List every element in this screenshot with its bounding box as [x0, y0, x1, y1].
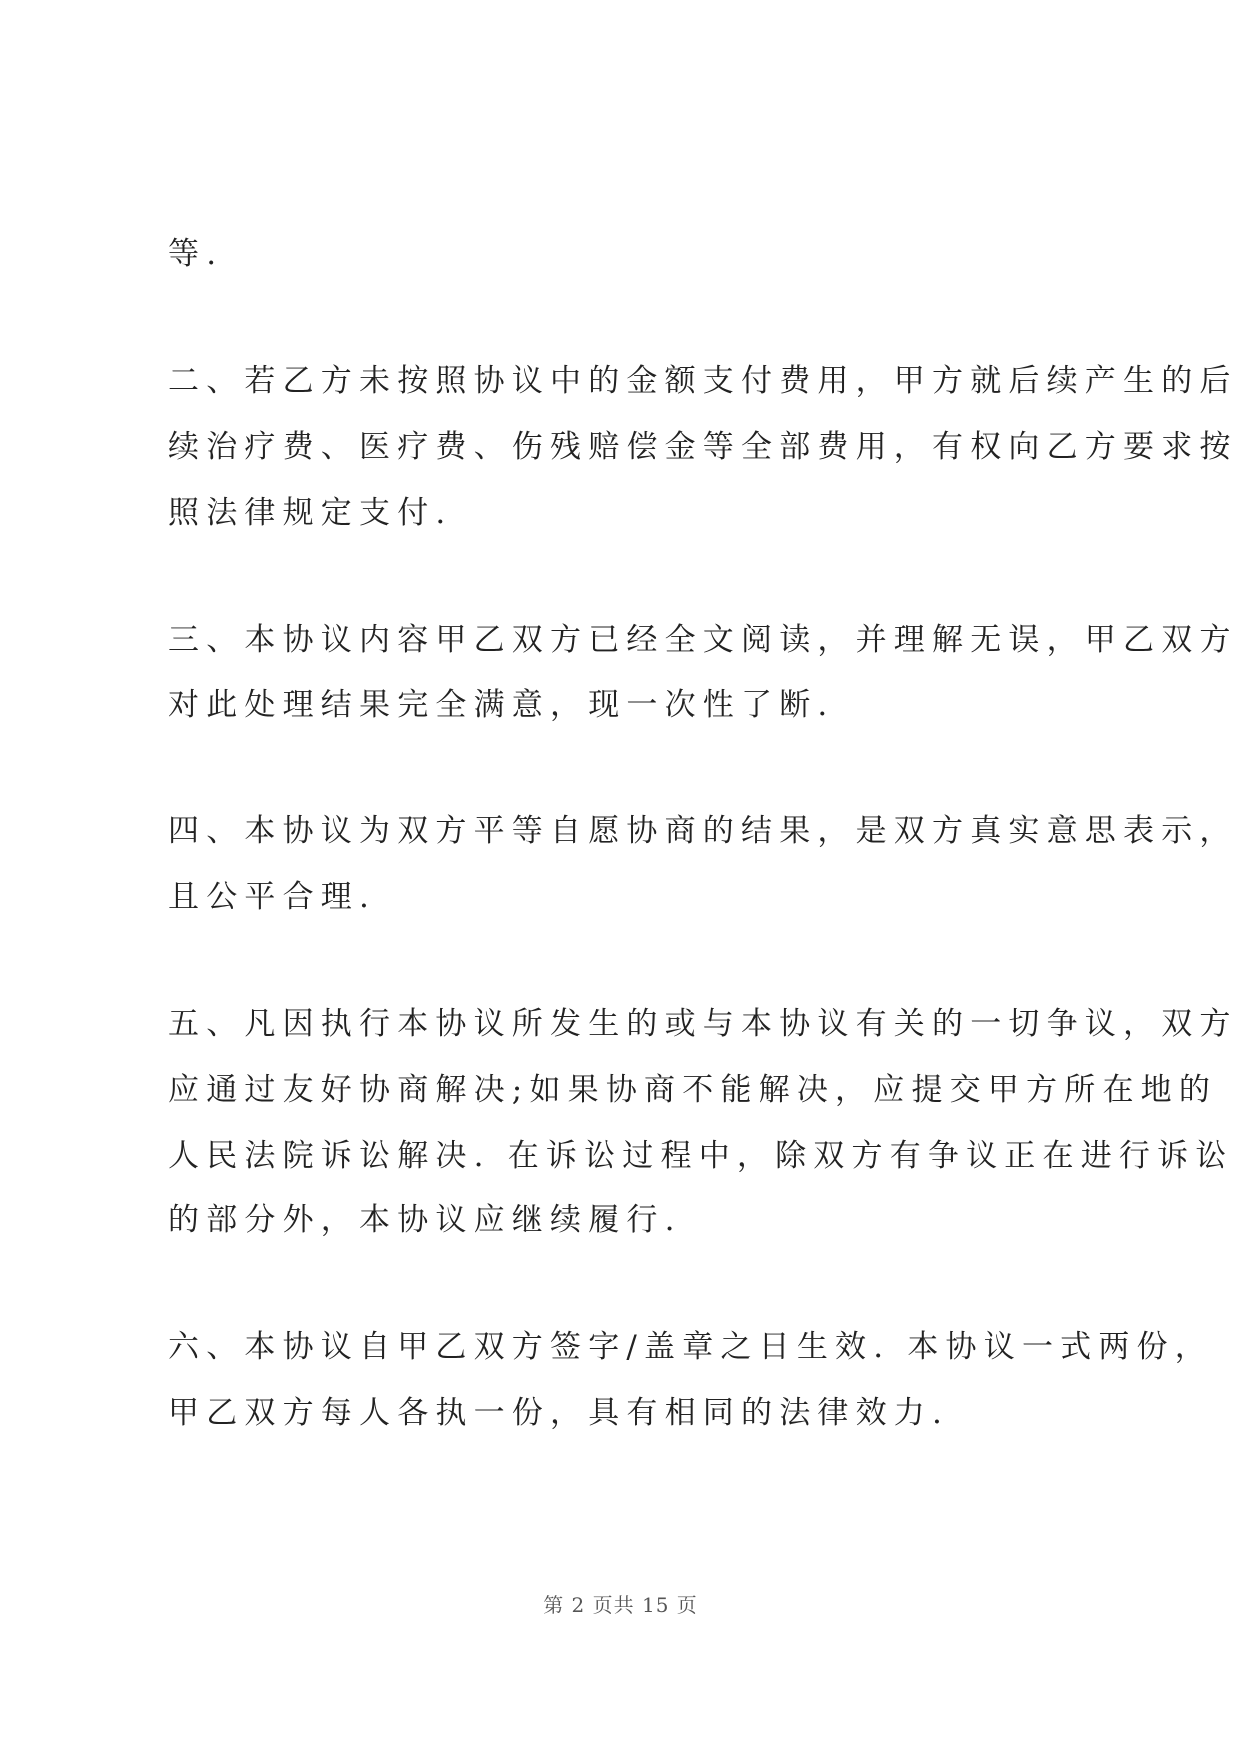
text-line: 四、本协议为双方平等自愿协商的结果，是双方真实意思表示，	[168, 813, 1238, 849]
text-line: 三、本协议内容甲乙双方已经全文阅读，并理解无误，甲乙双方	[168, 622, 1238, 658]
text-line: 五、凡因执行本协议所发生的或与本协议有关的一切争议，双方	[168, 1006, 1238, 1042]
text-line: 照法律规定支付.	[168, 495, 453, 531]
text-line: 且公平合理.	[168, 879, 377, 915]
text-line: 甲乙双方每人各执一份，具有相同的法律效力.	[168, 1395, 950, 1431]
text-line: 等.	[168, 236, 224, 272]
text-line: 人民法院诉讼解决. 在诉讼过程中，除双方有争议正在进行诉讼	[168, 1138, 1234, 1174]
text-line: 的部分外，本协议应继续履行.	[168, 1202, 682, 1238]
text-line: 二、若乙方未按照协议中的金额支付费用，甲方就后续产生的后	[168, 363, 1238, 399]
text-line: 六、本协议自甲乙双方签字/盖章之日生效. 本协议一式两份，	[168, 1329, 1213, 1365]
page-number: 第 2 页共 15 页	[543, 1593, 698, 1617]
text-line: 续治疗费、医疗费、伤残赔偿金等全部费用，有权向乙方要求按	[168, 429, 1238, 465]
text-line: 应通过友好协商解决;如果协商不能解决，应提交甲方所在地的	[168, 1072, 1218, 1108]
text-line: 对此处理结果完全满意，现一次性了断.	[168, 687, 835, 723]
